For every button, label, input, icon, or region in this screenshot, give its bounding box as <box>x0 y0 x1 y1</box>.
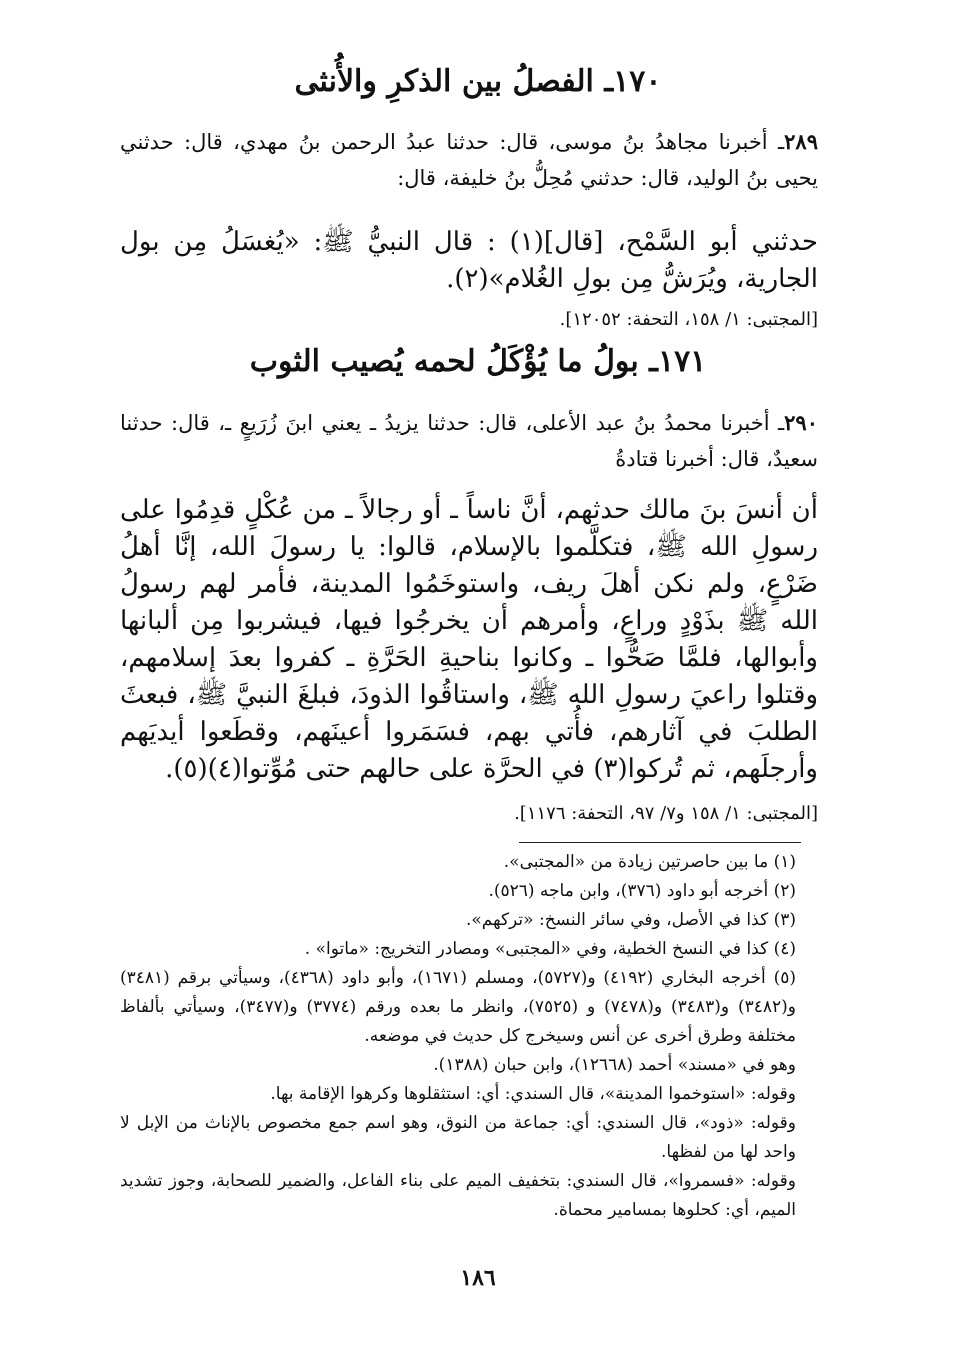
hadith-matn: حدثني أبو السَّمْح، [قال](١) : قال النبيُّ ﷺ: «يُغسَلُ مِن بول الجارية، ويُرَشُّ مِن بولِ الغُلام»(٢). <box>120 227 818 294</box>
footnote: (٢) أخرجه أبو داود (٣٧٦)، وابن ماجه (٥٢٦). <box>488 881 796 901</box>
hadith-reference: [المجتبى: ١/ ١٥٨ و٧/ ٩٧، التحفة: ١١٧٦]. <box>514 803 818 824</box>
hadith-matn: أن أنسَ بنَ مالك حدثهم، أنَّ ناساً ـ أو رجالاً ـ من عُكْلٍ قدِمُوا على رسولِ الله ﷺ، فتكلَّموا بالإسلام، قالوا: يا رسولَ الله، إنَّا أهلُ ضَرْعٍ، ولم نكن أهلَ ريف، واستوخَمُوا المدينة، فأمر لهم رسولُ الله ﷺ بذَوْدٍ وراعٍ، وأمرهم أن يخرجُوا فيها، فيشربوا مِن ألبانها وأبوالها، فلمَّا صَحُّوا ـ وكانوا بناحيةِ الحَرَّةِ ـ كفروا بعدَ إسلامهم، وقتلوا راعيَ رسولِ الله ﷺ، واستاقُوا الذودَ، فبلغَ النبيَّ ﷺ، فبعثَ الطلبَ في آثارهم، فأُتي بهم، فسَمَروا أعينَهم، وقطَعوا أيديَهم وأرجلَهم، ثم تُركوا(٣) في الحرَّة على حالهم حتى مُوِّتوا(٤)(٥). <box>120 495 818 784</box>
footnote-note: وهو في «مسند» أحمد (١٢٦٦٨)، وابن حبان (١٣٨٨). <box>433 1055 796 1075</box>
hadith-number: ٢٨٩ <box>784 129 818 154</box>
hadith-isnad-text: ـ أخبرنا مجاهدُ بنُ موسى، قال: حدثنا عبدُ الرحمن بنُ مهدي، قال: حدثني يحيى بنُ الوليد، قال: حدثني مُحِلُّ بنُ خليفة، قال: <box>120 130 818 190</box>
chapter-title: ١٧٠ـ الفصلُ بين الذكرِ والأُنثى <box>294 64 662 99</box>
footnote: (١) ما بين حاصرتين زيادة من «المجتبى». <box>503 852 796 872</box>
footnote: (٣) كذا في الأصل، وفي سائر النسخ: «تركهم». <box>466 910 796 930</box>
footnote-divider <box>519 842 801 843</box>
hadith-reference: [المجتبى: ١/ ١٥٨، التحفة: ١٢٠٥٢]. <box>559 309 818 330</box>
footnotes <box>120 848 818 1225</box>
footnote: (٤) كذا في النسخ الخطية، وفي «المجتبى» ومصادر التخريج: «ماتوا» . <box>304 939 796 959</box>
footnote: (٥) أخرجه البخاري (٤١٩٢) و(٥٧٢٧)، ومسلم (١٦٧١)، وأبو داود (٤٣٦٨)، وسيأتي برقم (٣٤٨١) و(٣٤٨٢) و(٣٤٨٣) و(٧٤٧٨) و (٧٥٢٥)، وانظر ما بعده ورقم (٣٧٧٤) و(٣٤٧٧)، وسيأتي بألفاظ مختلفة وطرق أخرى عن أنس وسيخرج كل حديث في موضعه. <box>120 968 796 1046</box>
footnote-note: وقوله: «فسمروا»، قال السندي: بتخفيف الميم على بناء الفاعل، والضمير للصحابة، وجوز تشديد الميم، أي: كحلوها بمسامير محماة. <box>120 1171 796 1220</box>
footnote-note: وقوله: «ذود»، قال السندي: أي: جماعة من النوق، وهو اسم جمع مخصوص بالإناث من الإبل لا واحد لها من لفظها. <box>120 1113 796 1162</box>
footnote-note: وقوله: «استوخموا المدينة»، قال السندي: أي: استثقلوها وكرهوا الإقامة بها. <box>270 1084 796 1104</box>
page-number: ١٨٦ <box>460 1265 496 1291</box>
hadith-isnad <box>120 124 818 196</box>
hadith-isnad <box>120 405 818 477</box>
chapter-title: ١٧١ـ بولُ ما يُؤْكَلُ لحمه يُصيب الثوب <box>249 344 707 379</box>
hadith-number: ٢٩٠ <box>784 410 818 435</box>
hadith-isnad-text: ـ أخبرنا محمدُ بنُ عبد الأعلى، قال: حدثنا يزيدُ ـ يعني ابنَ زُرَيعٍ ـ، قال: حدثنا سعيدٌ، قال: أخبرنا قتادةُ <box>120 411 818 471</box>
